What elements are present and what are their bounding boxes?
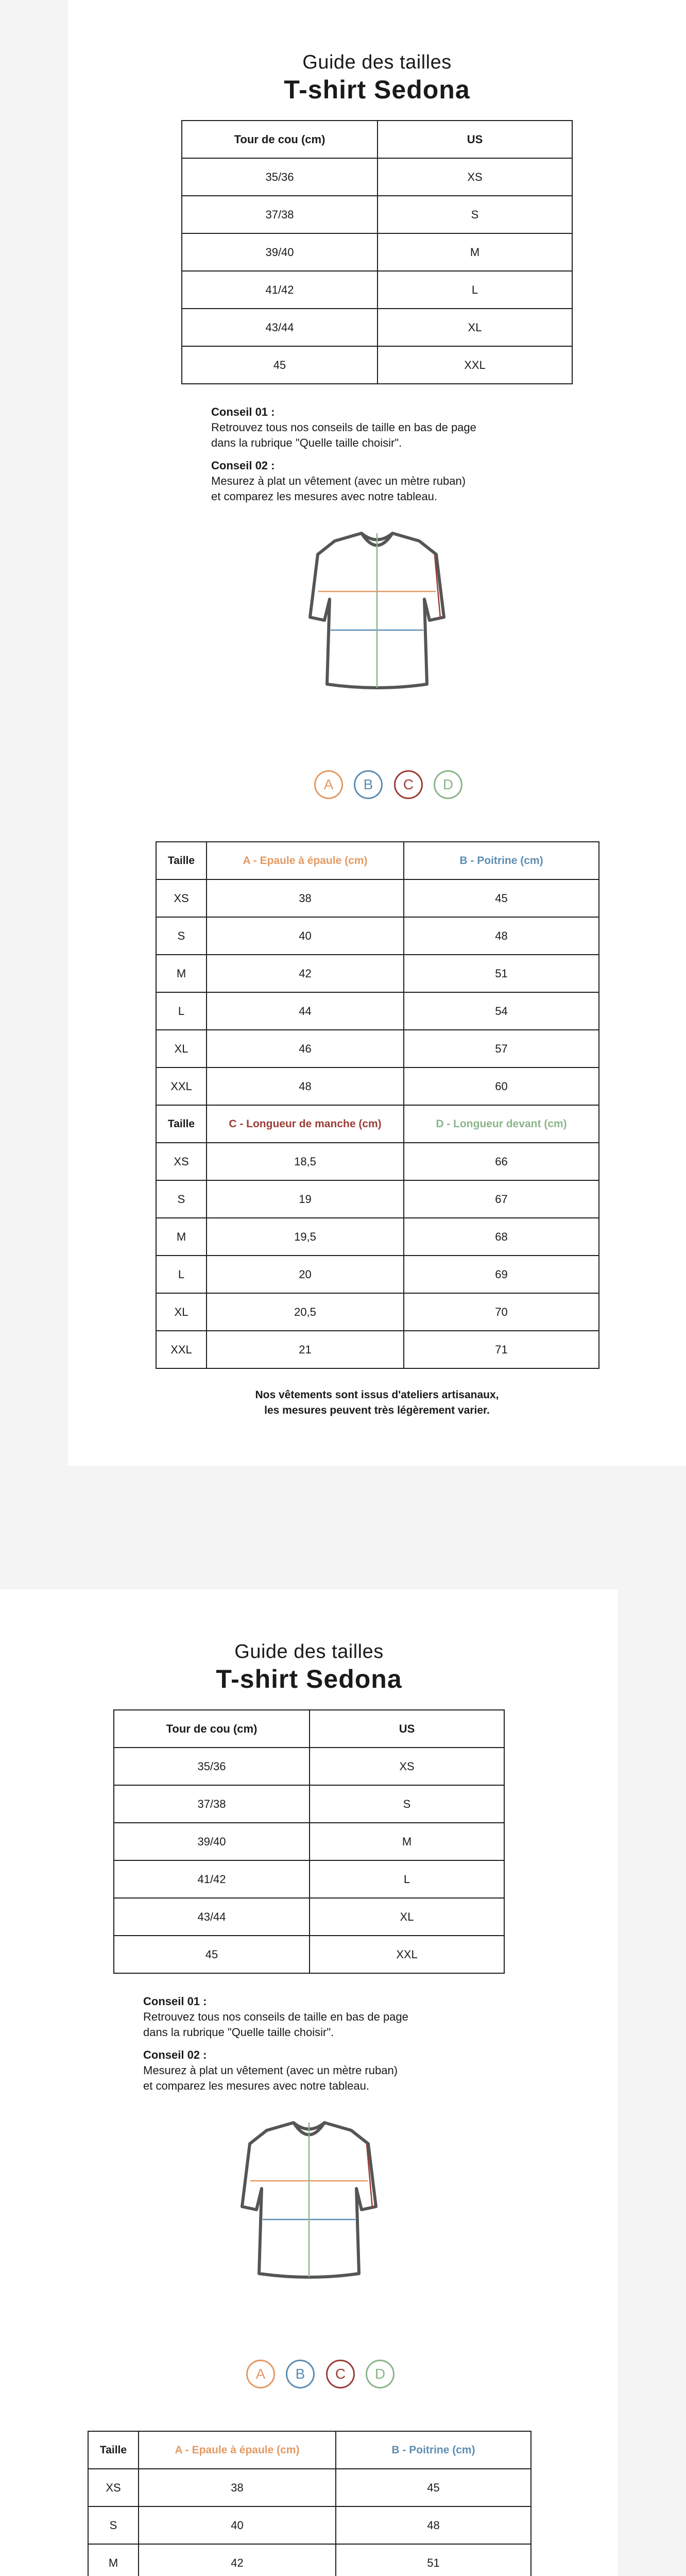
shoulder-cell: 48 (207, 1067, 404, 1105)
tip-title: Conseil 02 : (143, 2048, 207, 2061)
size-column-header: Taille (88, 2431, 139, 2469)
table-row (156, 1143, 599, 1180)
us-size-cell: XXL (378, 346, 572, 384)
table-row (114, 1936, 504, 1973)
legend-b-badge: B (354, 770, 383, 799)
size-measurement-table (88, 2431, 531, 2576)
chest-cell: 51 (404, 955, 599, 992)
shoulder-cell: 42 (139, 2544, 336, 2576)
size-cell: XS (88, 2469, 139, 2506)
table-header-row (114, 1710, 504, 1748)
size-cell: M (156, 1218, 207, 1256)
table-row (114, 1785, 504, 1823)
tip-2 (211, 458, 582, 504)
measure-legend (0, 2360, 618, 2391)
size-cell: M (156, 955, 207, 992)
neck-cell: 43/44 (114, 1898, 310, 1936)
front-length-cell: 66 (404, 1143, 599, 1180)
legend-a-badge: A (314, 770, 343, 799)
tip-text: Retrouvez tous nos conseils de taille en bas de page dans la rubrique "Quelle taille choisir". (143, 2010, 408, 2039)
table-header-row (156, 842, 599, 879)
table-row (182, 158, 572, 196)
size-column-header: Taille (156, 842, 207, 879)
table-header-row (156, 1105, 599, 1143)
legend-d-badge: D (434, 770, 462, 799)
neck-size-table (113, 1709, 505, 1974)
front-length-cell: 71 (404, 1331, 599, 1368)
size-measurement-table (156, 841, 599, 1369)
table-row (156, 955, 599, 992)
tip-2 (143, 2047, 514, 2094)
neck-column-header: Tour de cou (cm) (114, 1710, 310, 1748)
size-column-header: Taille (156, 1105, 207, 1143)
us-size-cell: S (378, 196, 572, 233)
table-row (88, 2469, 531, 2506)
table-row (156, 1030, 599, 1067)
chest-cell: 51 (336, 2544, 531, 2576)
front-length-cell: 68 (404, 1218, 599, 1256)
size-cell: XS (156, 879, 207, 917)
size-cell: S (156, 917, 207, 955)
size-guide-card (0, 1589, 618, 2576)
shoulder-cell: 46 (207, 1030, 404, 1067)
tip-title: Conseil 01 : (211, 405, 275, 418)
tip-title: Conseil 01 : (143, 1995, 207, 2008)
table-row (156, 1293, 599, 1331)
neck-cell: 37/38 (182, 196, 378, 233)
chest-cell: 54 (404, 992, 599, 1030)
sleeve-column-header: C - Longueur de manche (cm) (207, 1105, 404, 1143)
table-row (114, 1860, 504, 1898)
table-header-row (88, 2431, 531, 2469)
sleeve-cell: 21 (207, 1331, 404, 1368)
front-length-cell: 69 (404, 1256, 599, 1293)
shoulder-cell: 44 (207, 992, 404, 1030)
shoulder-cell: 42 (207, 955, 404, 992)
legend-c-badge: C (326, 2360, 355, 2388)
shoulder-cell: 38 (207, 879, 404, 917)
size-cell: S (88, 2506, 139, 2544)
tip-text: Mesurez à plat un vêtement (avec un mètre ruban) et comparez les mesures avec notre tableau. (143, 2064, 398, 2092)
us-size-cell: M (310, 1823, 504, 1860)
tshirt-measurement-diagram-icon (216, 2120, 402, 2280)
shoulder-column-header: A - Epaule à épaule (cm) (139, 2431, 336, 2469)
disclaimer-note (68, 1387, 686, 1418)
tshirt-measurement-diagram-icon (284, 531, 470, 690)
neck-cell: 35/36 (182, 158, 378, 196)
size-cell: XL (156, 1030, 207, 1067)
chest-cell: 48 (404, 917, 599, 955)
table-row (156, 1180, 599, 1218)
us-size-cell: S (310, 1785, 504, 1823)
size-cell: XL (156, 1293, 207, 1331)
tip-1 (143, 1994, 514, 2040)
table-row (156, 917, 599, 955)
chest-column-header: B - Poitrine (cm) (404, 842, 599, 879)
table-row (156, 1331, 599, 1368)
chest-cell: 45 (336, 2469, 531, 2506)
neck-cell: 45 (114, 1936, 310, 1973)
table-row (182, 346, 572, 384)
shoulder-cell: 40 (139, 2506, 336, 2544)
legend-c-badge: C (394, 770, 423, 799)
tip-1 (211, 404, 582, 451)
neck-cell: 39/40 (114, 1823, 310, 1860)
legend-d-badge: D (366, 2360, 395, 2388)
table-header-row (182, 121, 572, 158)
disclaimer-line: les mesures peuvent très légèrement varier. (264, 1404, 490, 1416)
sleeve-cell: 20 (207, 1256, 404, 1293)
product-name: T-shirt Sedona (216, 1665, 402, 1693)
neck-cell: 45 (182, 346, 378, 384)
table-row (114, 1898, 504, 1936)
table-row (156, 1067, 599, 1105)
table-row (156, 1218, 599, 1256)
front-length-cell: 70 (404, 1293, 599, 1331)
sleeve-cell: 19 (207, 1180, 404, 1218)
tips-section (211, 404, 582, 512)
sleeve-cell: 20,5 (207, 1293, 404, 1331)
sleeve-cell: 18,5 (207, 1143, 404, 1180)
chest-cell: 45 (404, 879, 599, 917)
table-row (156, 879, 599, 917)
us-size-cell: L (378, 271, 572, 309)
size-cell: XXL (156, 1067, 207, 1105)
size-cell: L (156, 992, 207, 1030)
chest-cell: 48 (336, 2506, 531, 2544)
table-row (182, 233, 572, 271)
size-cell: S (156, 1180, 207, 1218)
front-length-column-header: D - Longueur devant (cm) (404, 1105, 599, 1143)
table-row (88, 2544, 531, 2576)
guide-title: Guide des tailles (302, 52, 452, 73)
table-row (114, 1748, 504, 1785)
us-size-cell: XXL (310, 1936, 504, 1973)
measure-legend (68, 770, 686, 801)
us-column-header: US (310, 1710, 504, 1748)
table-row (156, 992, 599, 1030)
table-row (182, 309, 572, 346)
neck-cell: 35/36 (114, 1748, 310, 1785)
us-size-cell: XL (310, 1898, 504, 1936)
tip-title: Conseil 02 : (211, 459, 275, 472)
us-size-cell: M (378, 233, 572, 271)
neck-column-header: Tour de cou (cm) (182, 121, 378, 158)
neck-cell: 41/42 (182, 271, 378, 309)
legend-b-badge: B (286, 2360, 315, 2388)
tip-text: Mesurez à plat un vêtement (avec un mètre ruban) et comparez les mesures avec notre tableau. (211, 474, 466, 503)
table-row (88, 2506, 531, 2544)
disclaimer-line: Nos vêtements sont issus d'ateliers artisanaux, (255, 1389, 499, 1401)
shoulder-cell: 40 (207, 917, 404, 955)
tips-section (143, 1994, 514, 2101)
sleeve-cell: 19,5 (207, 1218, 404, 1256)
size-cell: M (88, 2544, 139, 2576)
chest-cell: 57 (404, 1030, 599, 1067)
table-row (182, 271, 572, 309)
table-row (114, 1823, 504, 1860)
us-size-cell: XL (378, 309, 572, 346)
shoulder-column-header: A - Epaule à épaule (cm) (207, 842, 404, 879)
size-guide-card (68, 0, 686, 1466)
front-length-cell: 67 (404, 1180, 599, 1218)
us-size-cell: XS (378, 158, 572, 196)
neck-size-table (181, 120, 573, 384)
table-row (156, 1256, 599, 1293)
tip-text: Retrouvez tous nos conseils de taille en bas de page dans la rubrique "Quelle taille choisir". (211, 421, 476, 449)
us-size-cell: XS (310, 1748, 504, 1785)
chest-column-header: B - Poitrine (cm) (336, 2431, 531, 2469)
us-column-header: US (378, 121, 572, 158)
legend-a-badge: A (246, 2360, 275, 2388)
table-row (182, 196, 572, 233)
us-size-cell: L (310, 1860, 504, 1898)
size-cell: XS (156, 1143, 207, 1180)
size-cell: XXL (156, 1331, 207, 1368)
size-cell: L (156, 1256, 207, 1293)
chest-cell: 60 (404, 1067, 599, 1105)
neck-cell: 39/40 (182, 233, 378, 271)
shoulder-cell: 38 (139, 2469, 336, 2506)
neck-cell: 41/42 (114, 1860, 310, 1898)
product-name: T-shirt Sedona (284, 75, 470, 104)
neck-cell: 43/44 (182, 309, 378, 346)
neck-cell: 37/38 (114, 1785, 310, 1823)
guide-title: Guide des tailles (234, 1641, 384, 1663)
